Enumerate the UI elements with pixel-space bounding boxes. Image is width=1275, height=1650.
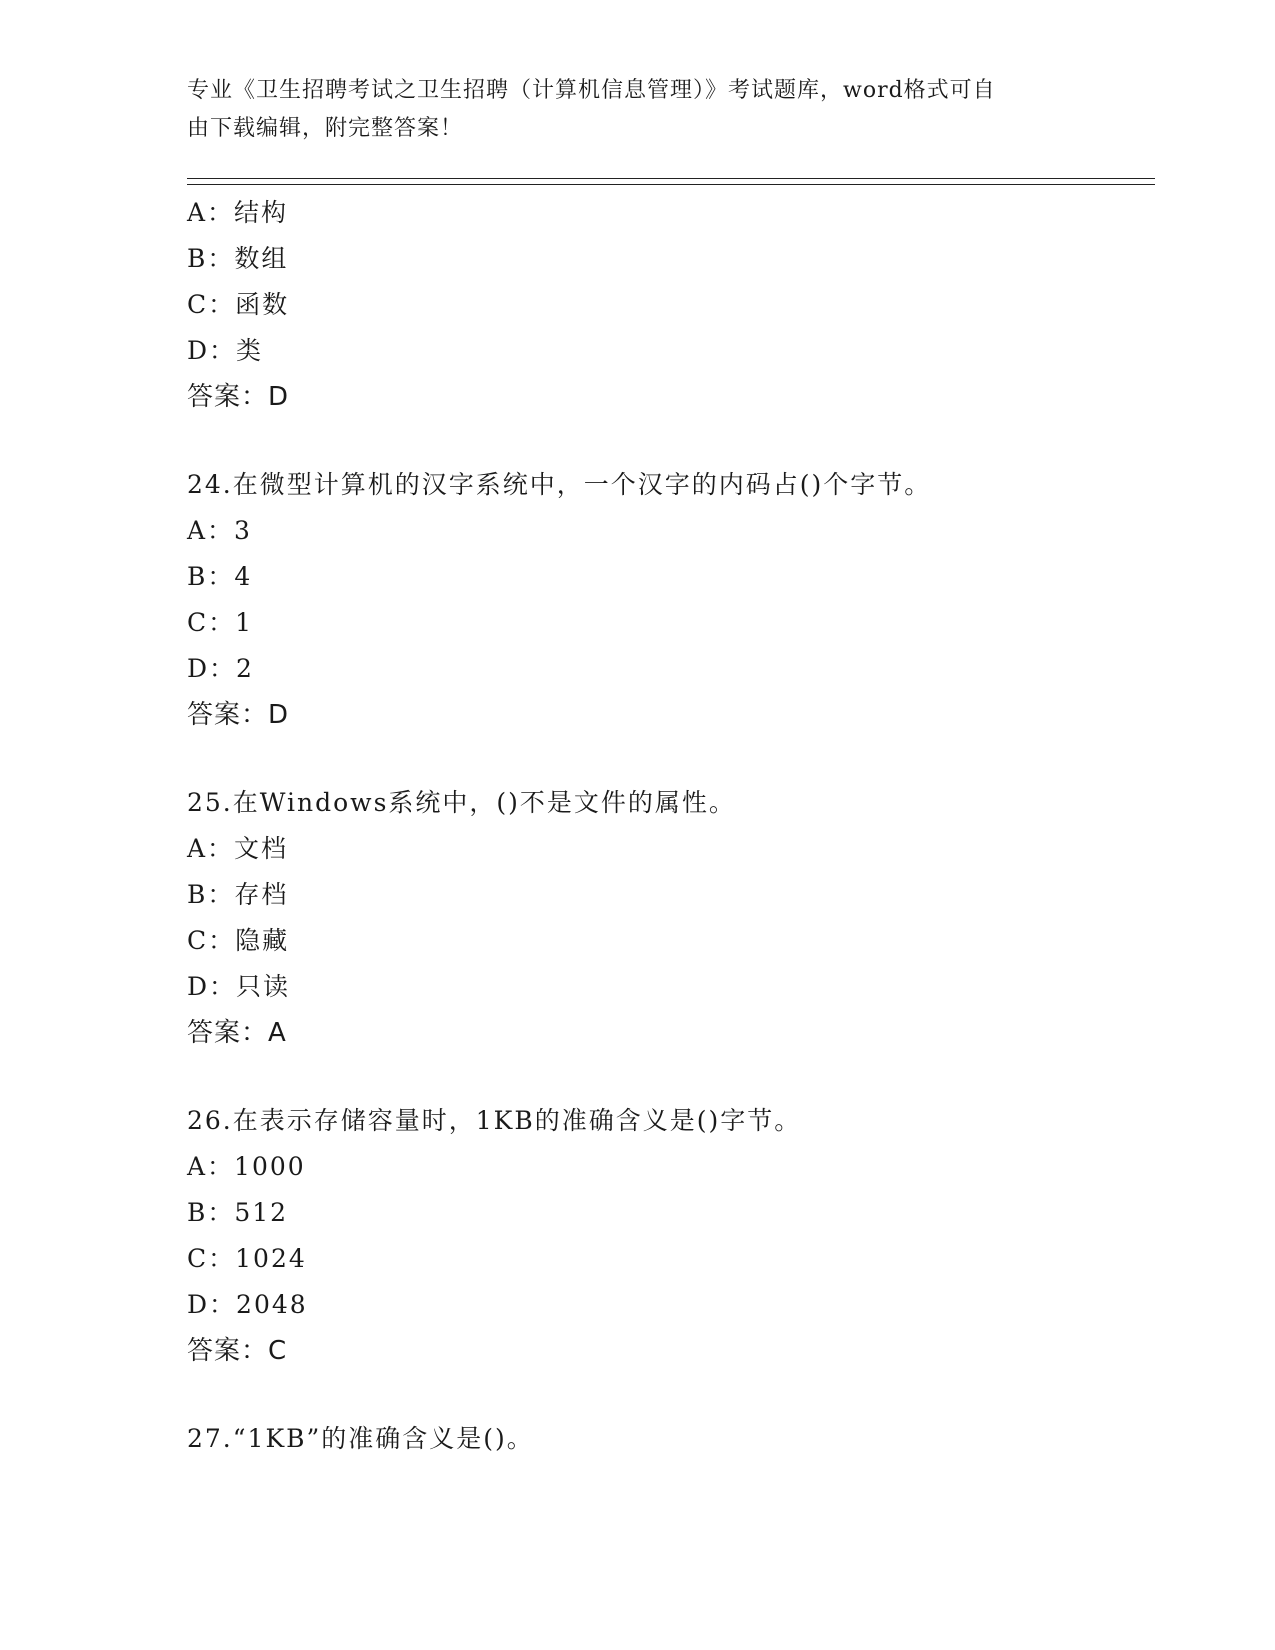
option-d: D：2 — [187, 654, 254, 683]
question-block-26 — [187, 1098, 1155, 1374]
header-divider-top — [187, 178, 1155, 179]
option-a: A：文档 — [187, 834, 289, 863]
option-b: B：存档 — [187, 880, 289, 909]
spacer — [187, 1056, 1155, 1098]
answer-line: 答案：C — [187, 1336, 288, 1366]
answer-line: 答案：D — [187, 700, 290, 730]
option-a: A：3 — [187, 516, 252, 545]
option-c: C：1024 — [187, 1244, 307, 1273]
header-divider-bottom — [187, 184, 1155, 185]
question-text: 27.“1KB”的准确含义是()。 — [187, 1424, 534, 1453]
header-line-2: 由下载编辑，附完整答案！ — [187, 116, 464, 141]
option-d: D：2048 — [187, 1290, 308, 1319]
answer-line: 答案：D — [187, 382, 290, 412]
option-c: C：隐藏 — [187, 926, 290, 955]
spacer — [187, 420, 1155, 462]
option-d: D：类 — [187, 336, 264, 365]
question-block-27 — [187, 1416, 1155, 1462]
question-block-25 — [187, 780, 1155, 1056]
option-b: B：数组 — [187, 244, 289, 273]
option-a: A：1000 — [187, 1152, 306, 1181]
option-b: B：512 — [187, 1198, 289, 1227]
header-line-1: 专业《卫生招聘考试之卫生招聘（计算机信息管理）》考试题库，word格式可自 — [187, 78, 996, 103]
spacer — [187, 738, 1155, 780]
document-header — [187, 72, 1067, 148]
question-text: 25.在Windows系统中，()不是文件的属性。 — [187, 788, 736, 817]
question-text: 26.在表示存储容量时，1KB的准确含义是()字节。 — [187, 1106, 802, 1135]
option-a: A：结构 — [187, 198, 289, 227]
answer-line: 答案：A — [187, 1018, 287, 1048]
option-b: B：4 — [187, 562, 253, 591]
option-c: C：函数 — [187, 290, 290, 319]
spacer — [187, 1374, 1155, 1416]
question-block-23 — [187, 190, 1155, 420]
question-block-24 — [187, 462, 1155, 738]
question-list — [187, 190, 1155, 1462]
option-d: D：只读 — [187, 972, 291, 1001]
question-text: 24.在微型计算机的汉字系统中，一个汉字的内码占()个字节。 — [187, 470, 932, 499]
option-c: C：1 — [187, 608, 254, 637]
